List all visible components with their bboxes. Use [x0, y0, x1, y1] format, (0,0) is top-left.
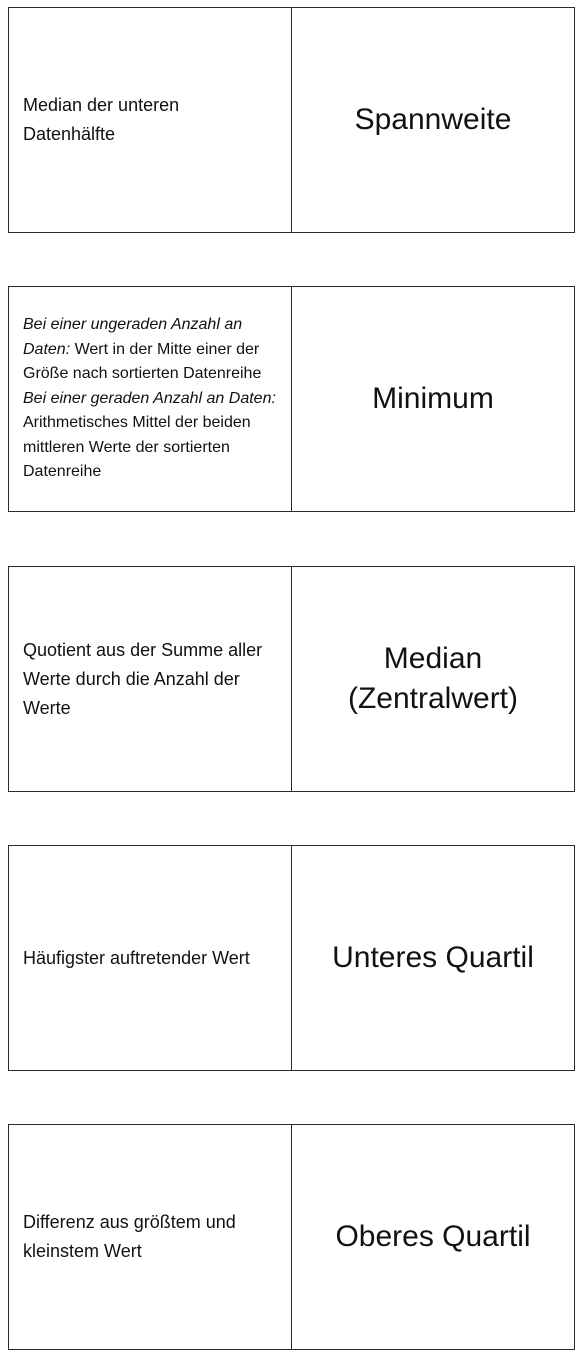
definition-cell: [9, 8, 292, 232]
term-cell: [292, 567, 574, 791]
card-median: [8, 566, 575, 792]
term-text: Oberes Quartil: [335, 1220, 531, 1253]
definition-even-text: Arithmetisches Mittel der beiden mittleren Werte der sortierten Datenreihe: [23, 414, 251, 481]
term-text: Unteres Quartil: [332, 941, 534, 974]
definition-odd-label: Bei einer ungeraden Anzahl an Daten:: [23, 316, 243, 358]
definition-cell: [9, 846, 292, 1070]
card-unteres-quartil: [8, 845, 575, 1071]
term-cell: [292, 846, 574, 1070]
term-cell: [292, 1125, 574, 1349]
term-text: Spannweite: [354, 103, 512, 136]
definition-odd-text: Wert in der Mitte einer der Größe nach sortierten Datenreihe: [23, 340, 262, 383]
term-cell: [292, 8, 574, 232]
term-line-2: (Zentralwert): [347, 682, 519, 715]
definition-text: [23, 313, 281, 485]
term-cell: [292, 287, 574, 511]
term-text: Minimum: [372, 382, 494, 415]
definition-cell: [9, 1125, 292, 1349]
definition-even-label: Bei einer geraden Anzahl an Daten:: [23, 389, 276, 407]
definition-text: Median der unteren Datenhälfte: [23, 95, 180, 144]
card-minimum: [8, 286, 575, 512]
definition-cell: [9, 567, 292, 791]
definition-cell: [9, 287, 292, 511]
card-spannweite: [8, 7, 575, 233]
definition-text: Quotient aus der Summe aller Werte durch die Anzahl der Werte: [23, 639, 263, 718]
term-text: [348, 639, 518, 719]
definition-text: Häufigster auftretender Wert: [23, 947, 250, 968]
term-line-1: Median: [383, 642, 483, 675]
definition-text: Differenz aus größtem und kleinstem Wert: [23, 1212, 236, 1261]
card-oberes-quartil: [8, 1124, 575, 1350]
